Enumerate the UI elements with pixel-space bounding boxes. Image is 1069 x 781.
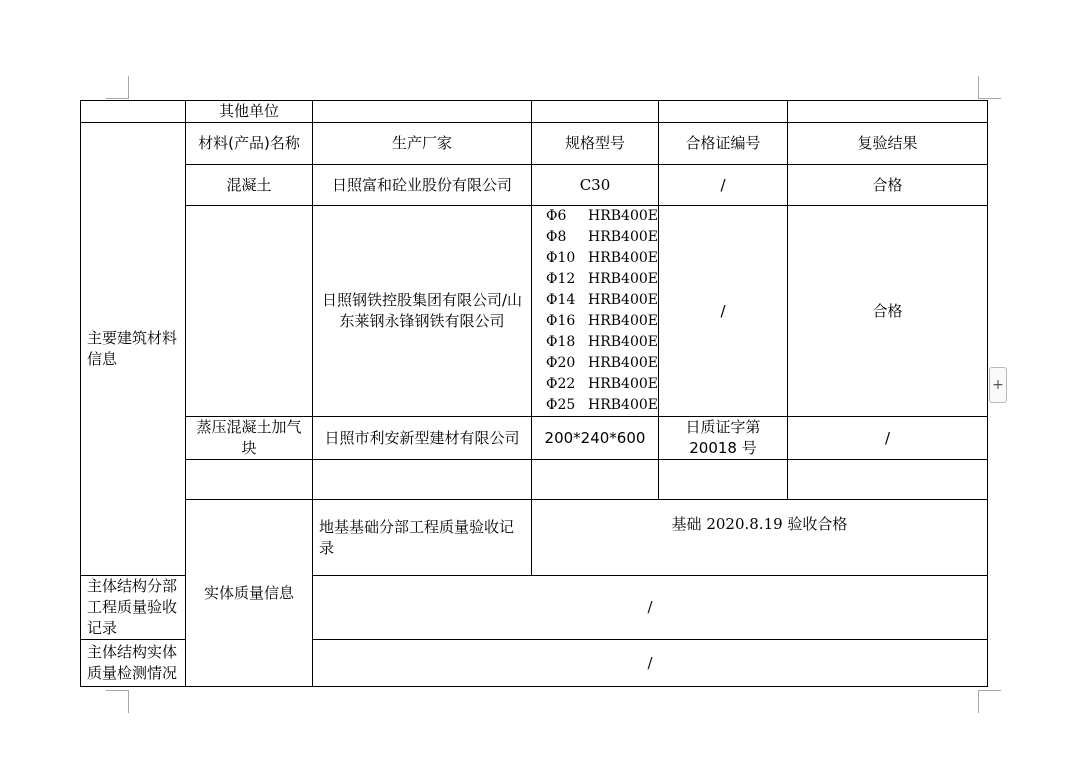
empty-cell — [659, 101, 788, 123]
spec-line: Φ12 HRB400E — [546, 271, 658, 287]
quality-section-label: 实体质量信息 — [186, 500, 313, 687]
column-header-spec: 规格型号 — [532, 123, 659, 165]
quality-row-label: 主体结构实体质量检测情况 — [81, 640, 186, 687]
empty-cell — [532, 460, 659, 500]
material-result: 合格 — [788, 165, 988, 206]
table-row — [81, 165, 988, 206]
material-cert: 日质证字第20018 号 — [659, 417, 788, 460]
table-row — [81, 500, 988, 576]
material-name: 蒸压混凝土加气块 — [186, 417, 313, 460]
other-units-label: 其他单位 — [186, 101, 313, 123]
materials-header-row — [81, 123, 988, 165]
table-row-empty — [81, 460, 988, 500]
table-row-other-units — [81, 101, 988, 123]
column-header-maker: 生产厂家 — [313, 123, 532, 165]
spec-line: Φ8 HRB400E — [546, 229, 658, 245]
plus-icon[interactable]: + — [989, 367, 1007, 403]
material-result: 合格 — [788, 206, 988, 417]
material-maker: 日照富和砼业股份有限公司 — [313, 165, 532, 206]
empty-cell — [532, 101, 659, 123]
column-header-name: 材料(产品)名称 — [186, 123, 313, 165]
table-row — [81, 417, 988, 460]
empty-cell — [788, 101, 988, 123]
page-corner-mark-bottom-right — [978, 690, 1001, 713]
empty-cell — [186, 460, 313, 500]
spec-line: Φ25 HRB400E — [546, 397, 658, 413]
page-corner-mark-bottom-left — [106, 690, 129, 713]
empty-cell — [81, 101, 186, 123]
materials-section-label: 主要建筑材料信息 — [81, 123, 186, 576]
spec-line: Φ18 HRB400E — [546, 334, 658, 350]
spec-line: Φ22 HRB400E — [546, 376, 658, 392]
spec-line: Φ16 HRB400E — [546, 313, 658, 329]
document-table — [80, 100, 988, 687]
material-spec: 200*240*600 — [532, 417, 659, 460]
rebar-spec-list — [532, 206, 659, 417]
material-spec: C30 — [532, 165, 659, 206]
material-name — [186, 206, 313, 417]
page-corner-mark-top-left — [106, 76, 129, 99]
quality-row-value: 基础 2020.8.19 验收合格 — [532, 500, 988, 576]
material-maker: 日照市利安新型建材有限公司 — [313, 417, 532, 460]
material-name: 混凝土 — [186, 165, 313, 206]
empty-cell — [313, 460, 532, 500]
quality-row-value: / — [313, 576, 988, 640]
quality-row-value: / — [313, 640, 988, 687]
empty-cell — [313, 101, 532, 123]
spec-line: Φ20 HRB400E — [546, 355, 658, 371]
spec-line: Φ10 HRB400E — [546, 250, 658, 266]
quality-row-label: 主体结构分部工程质量验收记录 — [81, 576, 186, 640]
material-maker: 日照钢铁控股集团有限公司/山东莱钢永锋钢铁有限公司 — [313, 206, 532, 417]
empty-cell — [788, 460, 988, 500]
material-result: / — [788, 417, 988, 460]
empty-cell — [659, 460, 788, 500]
column-header-result: 复验结果 — [788, 123, 988, 165]
material-cert: / — [659, 206, 788, 417]
material-cert: / — [659, 165, 788, 206]
spec-line: Φ6 HRB400E — [546, 208, 658, 224]
page-corner-mark-top-right — [978, 76, 1001, 99]
spec-line: Φ14 HRB400E — [546, 292, 658, 308]
table-row — [81, 206, 988, 417]
quality-row-label: 地基基础分部工程质量验收记录 — [313, 500, 532, 576]
column-header-cert: 合格证编号 — [659, 123, 788, 165]
